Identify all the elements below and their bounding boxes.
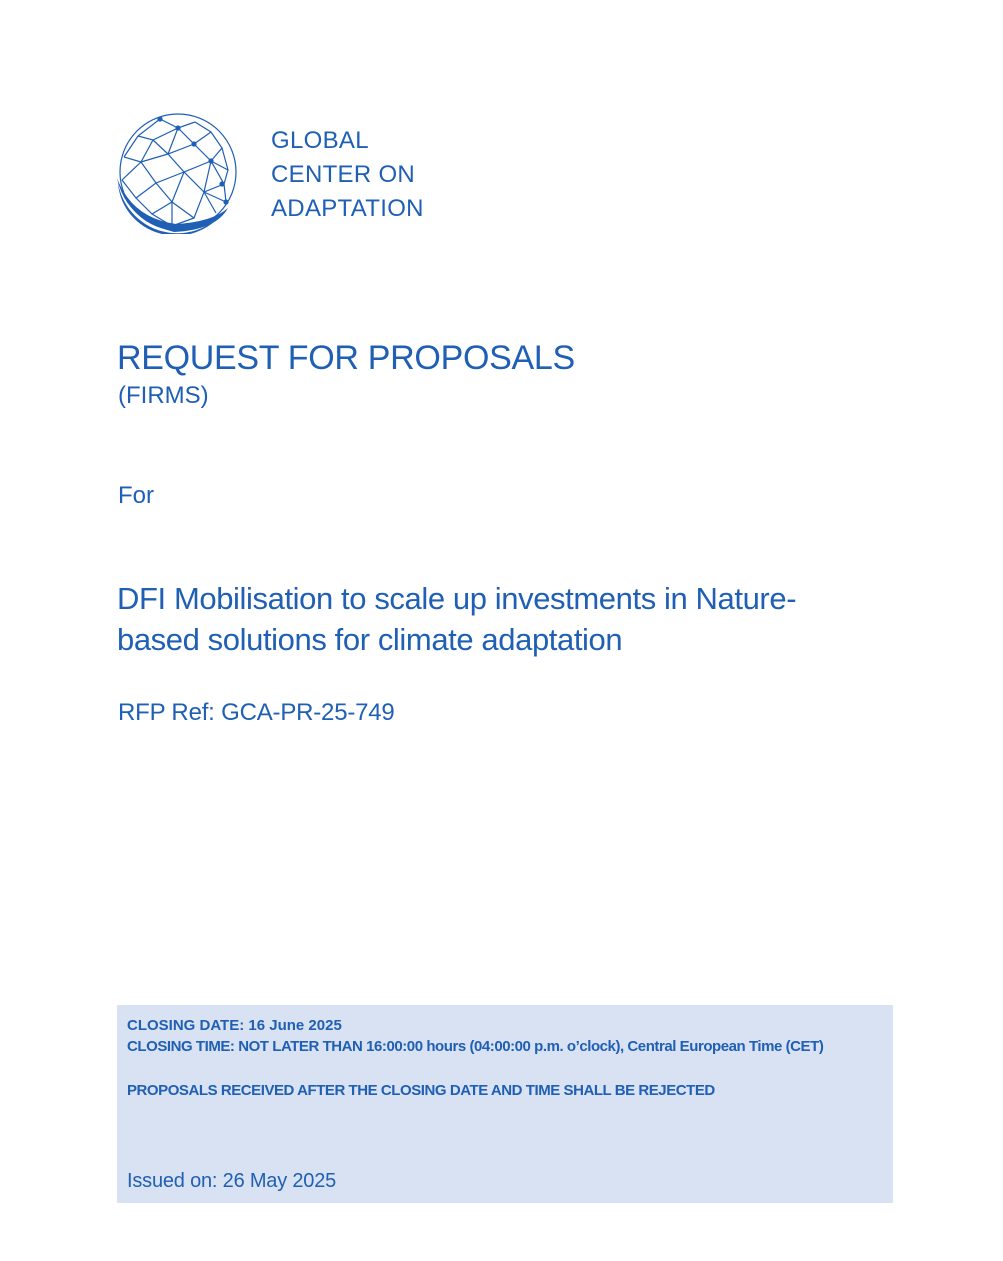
issued-on-date: Issued on: 26 May 2025	[127, 1170, 337, 1192]
project-title: DFI Mobilisation to scale up investments in Nature-based solutions for climate adaptation	[117, 581, 797, 657]
org-name-line-1: GLOBAL	[271, 127, 369, 154]
closing-date: CLOSING DATE: 16 June 2025	[127, 1017, 342, 1034]
rfp-reference: RFP Ref: GCA-PR-25-749	[118, 699, 395, 726]
closing-time: CLOSING TIME: NOT LATER THAN 16:00:00 hours (04:00:00 p.m. o’clock), Central European Time (CET)	[127, 1038, 824, 1055]
org-name-line-2: CENTER ON	[271, 161, 416, 188]
organization-name	[271, 124, 424, 226]
document-title: REQUEST FOR PROPOSALS	[117, 339, 575, 377]
geodesic-globe-icon	[116, 110, 240, 234]
org-name-line-3: ADAPTATION	[271, 195, 424, 222]
for-label: For	[118, 482, 154, 509]
closing-notice-box	[117, 1005, 893, 1203]
rejection-note: PROPOSALS RECEIVED AFTER THE CLOSING DATE AND TIME SHALL BE REJECTED	[127, 1082, 715, 1099]
document-subtitle: (FIRMS)	[118, 382, 209, 409]
